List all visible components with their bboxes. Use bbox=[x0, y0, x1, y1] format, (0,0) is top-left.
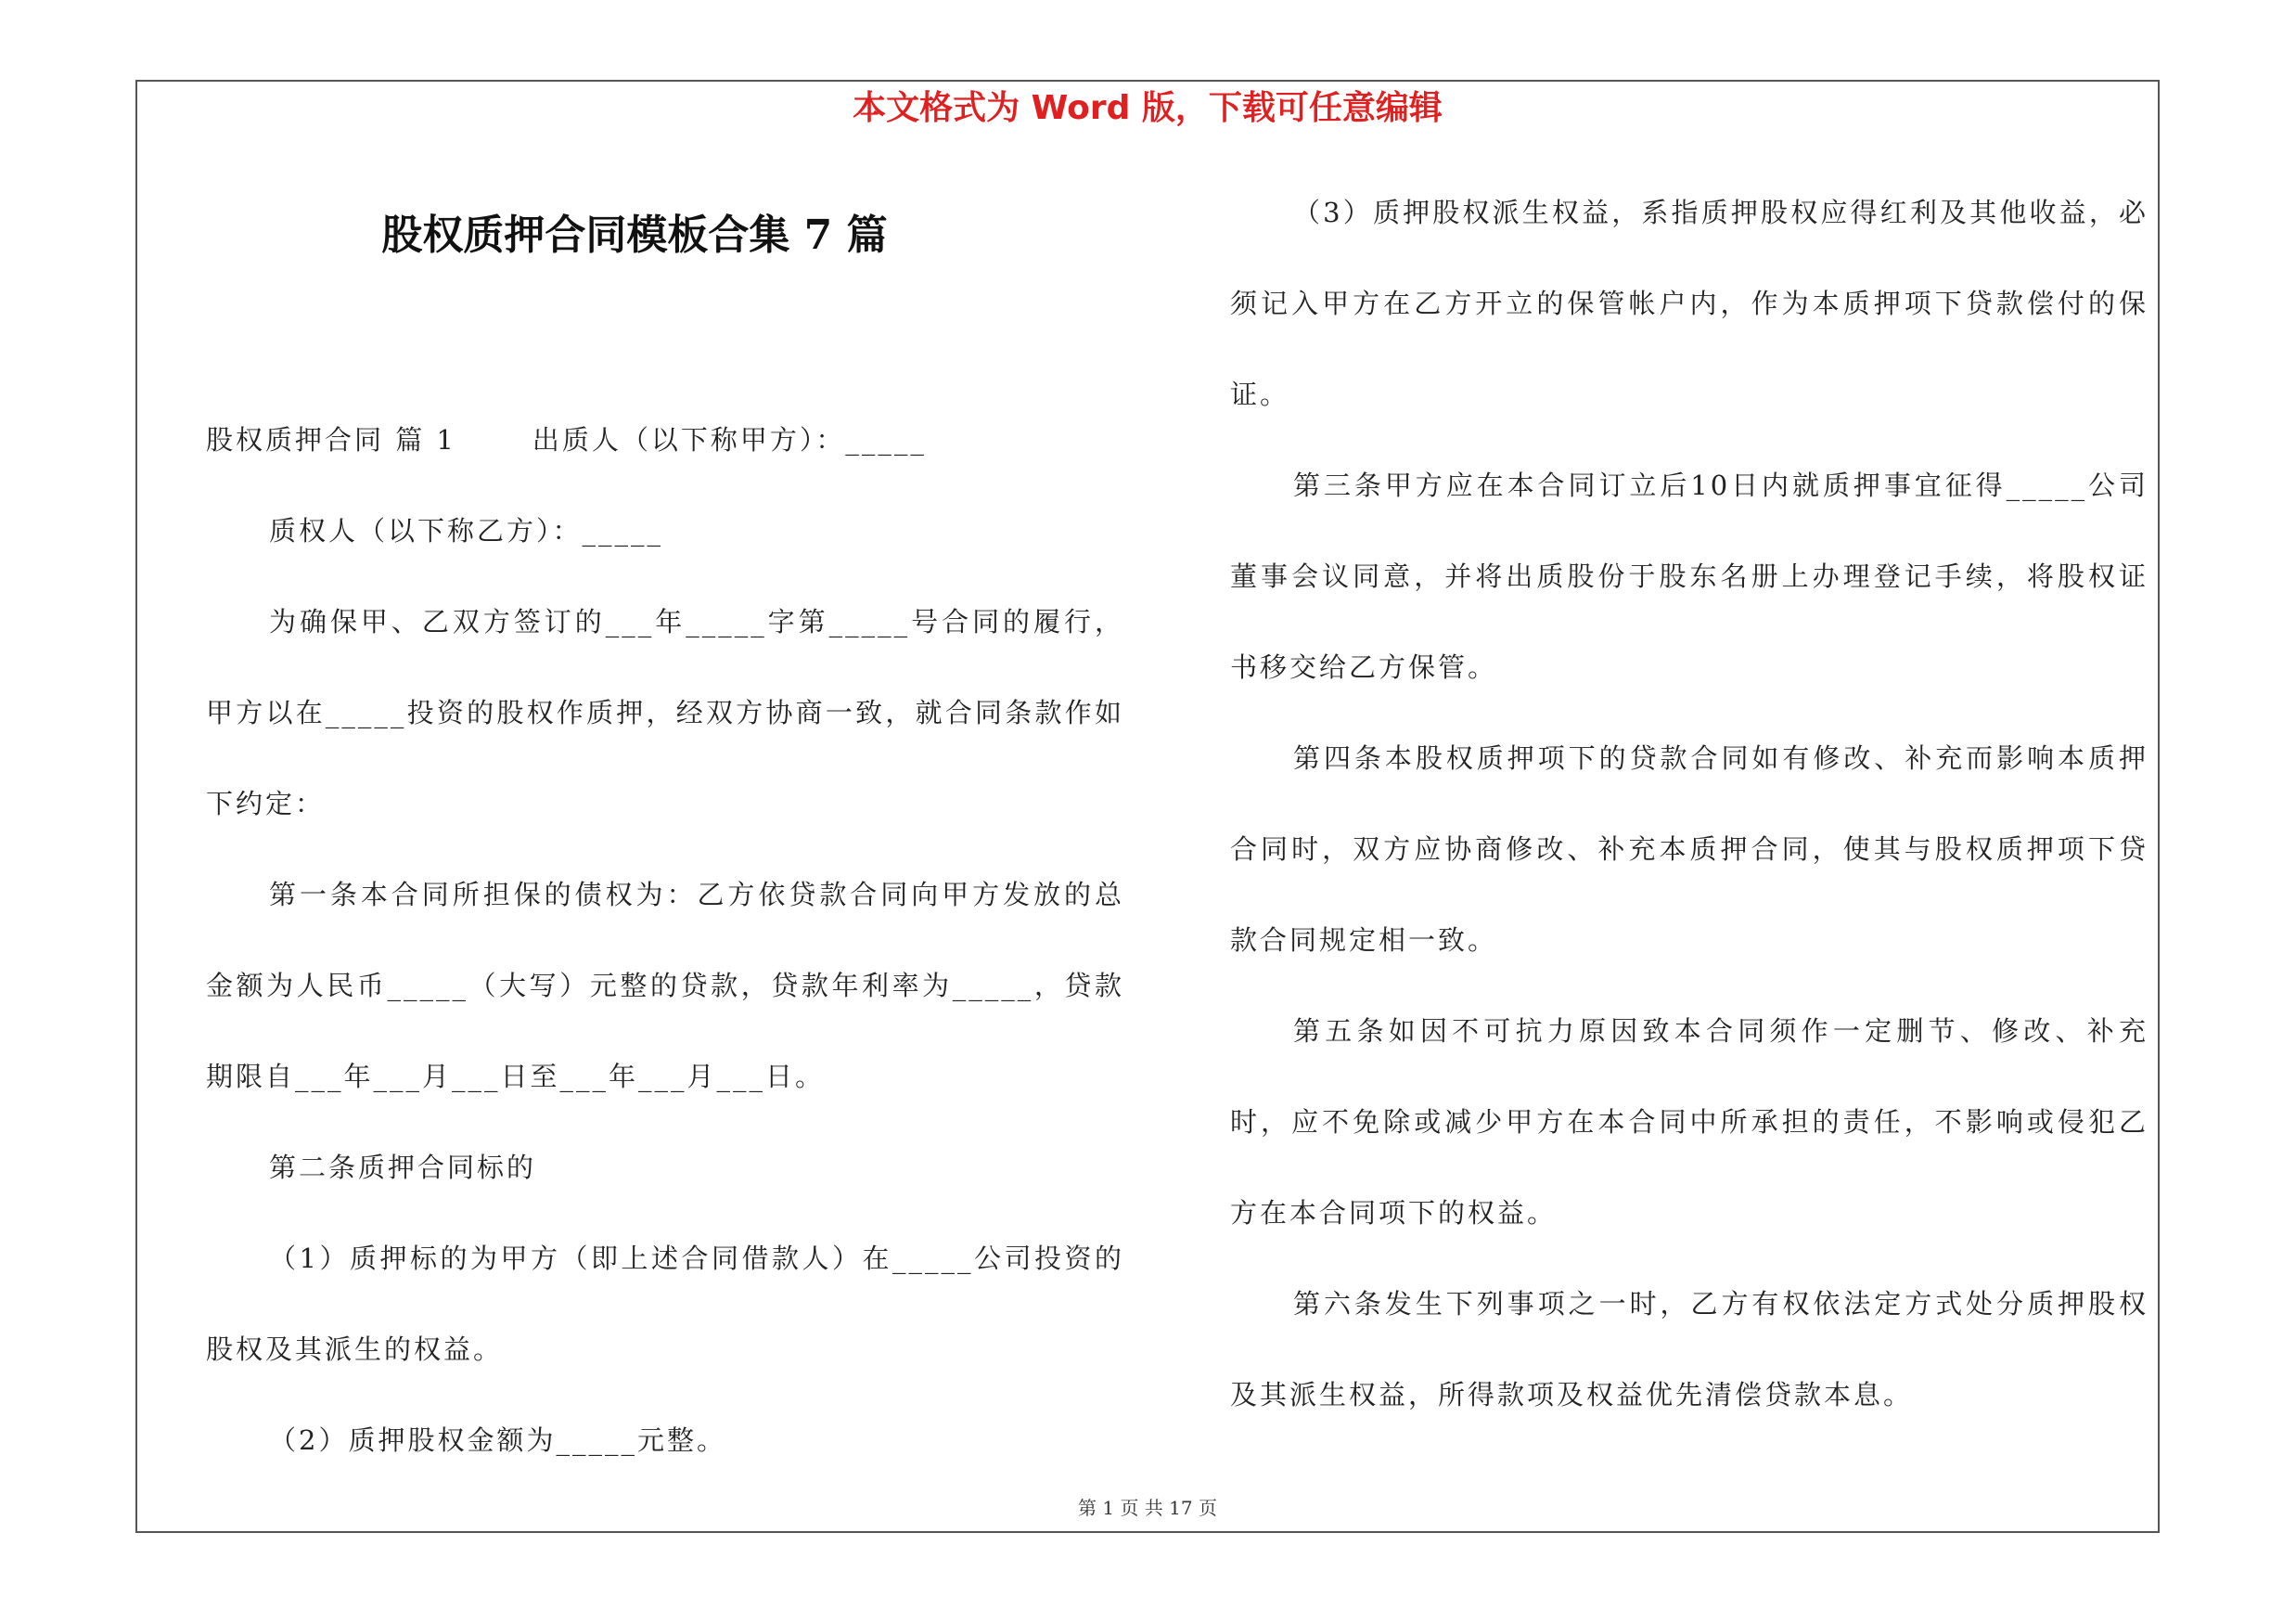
right-column bbox=[1230, 167, 2148, 1440]
article-2-item-2: （2）质押股权金额为_____元整。 bbox=[269, 1424, 726, 1456]
word-format-banner: 本文格式为 Word 版，下载可任意编辑 bbox=[853, 89, 1443, 127]
pledgee-line: 质权人（以下称乙方）：_____ bbox=[269, 515, 664, 547]
pledgor-line: 出质人（以下称甲方）：_____ bbox=[532, 424, 927, 456]
article-2-item-3: （3）质押股权派生权益，系指质押股权应得红利及其他收益，必须记入甲方在乙方开立的保管帐户内，作为本质押项下贷款偿付的保证。 bbox=[1230, 197, 2148, 410]
page-number-footer: 第 1 页 共 17 页 bbox=[1078, 1497, 1217, 1519]
article-3: 第三条甲方应在本合同订立后10日内就质押事宜征得_____公司董事会议同意，并将出质股份于股东名册上办理登记手续，将股权证书移交给乙方保管。 bbox=[1230, 470, 2148, 683]
article-2-heading: 第二条质押合同标的 bbox=[269, 1152, 537, 1183]
article-2-item-1: （1）质押标的为甲方（即上述合同借款人）在_____公司投资的股权及其派生的权益。 bbox=[206, 1243, 1124, 1365]
left-column bbox=[206, 394, 1124, 1486]
section-heading: 股权质押合同 篇 1 bbox=[206, 424, 456, 456]
paragraph-heading-line bbox=[206, 394, 1124, 485]
article-5: 第五条如因不可抗力原因致本合同须作一定删节、修改、补充时，应不免除或减少甲方在本合同中所承担的责任，不影响或侵犯乙方在本合同项下的权益。 bbox=[1230, 1015, 2148, 1229]
article-6: 第六条发生下列事项之一时，乙方有权依法定方式处分质押股权及其派生权益，所得款项及权益优先清偿贷款本息。 bbox=[1230, 1288, 2148, 1410]
document-title: 股权质押合同模板合集 7 篇 bbox=[381, 212, 888, 259]
article-4: 第四条本股权质押项下的贷款合同如有修改、补充而影响本质押合同时，双方应协商修改、补充本质押合同，使其与股权质押项下贷款合同规定相一致。 bbox=[1230, 742, 2148, 956]
article-1: 第一条本合同所担保的债权为：乙方依贷款合同向甲方发放的总金额为人民币_____（大写）元整的贷款，贷款年利率为_____，贷款期限自___年___月___日至___年___月___日。 bbox=[206, 879, 1124, 1092]
paragraph-preamble: 为确保甲、乙双方签订的___年_____字第_____号合同的履行，甲方以在_____投资的股权作质押，经双方协商一致，就合同条款作如下约定： bbox=[206, 606, 1124, 819]
